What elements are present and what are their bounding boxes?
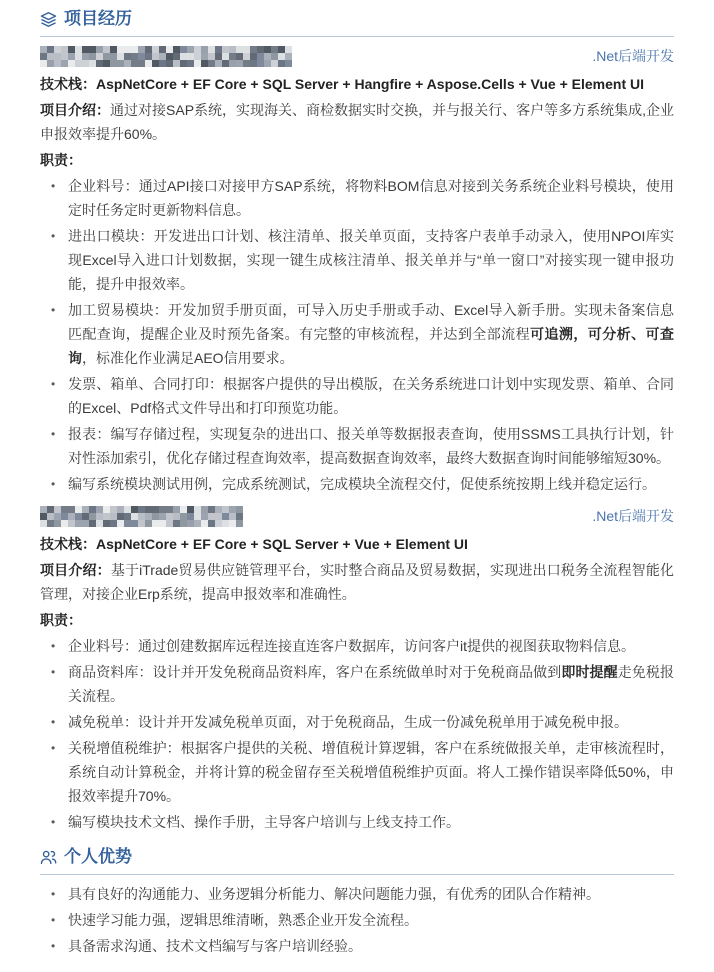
projects-section-header	[40, 8, 674, 37]
duty-item	[40, 224, 674, 296]
bullet-icon: •	[51, 427, 56, 441]
duty-text: 快速学习能力强，逻辑思维清晰，熟悉企业开发全流程。	[68, 912, 418, 928]
duty-text: 企业料号：通过创建数据库远程连接直连客户数据库，访问客户it提供的视图获取物料信息。	[68, 638, 635, 654]
projects-section-title: 项目经历	[64, 9, 132, 28]
company-row	[40, 44, 674, 68]
tech-value: AspNetCore + EF Core + SQL Server + Vue + Element UI	[96, 536, 468, 552]
duty-item	[40, 908, 674, 932]
bullet-icon: •	[51, 665, 56, 679]
strengths-section-header	[40, 846, 674, 875]
duty-item	[40, 174, 674, 222]
duty-item	[40, 810, 674, 834]
duty-item	[40, 736, 674, 808]
project-block	[40, 504, 674, 834]
duty-text: 编写模块技术文档、操作手册，主导客户培训与上线支持工作。	[68, 814, 460, 830]
duty-text: 企业料号：通过API接口对接甲方SAP系统，将物料BOM信息对接到关务系统企业料号模块，使用定时任务定时更新物料信息。	[68, 178, 674, 218]
project-intro-line	[40, 98, 674, 146]
tech-label: 技术栈：	[40, 536, 96, 552]
intro-value: 基于iTrade贸易供应链管理平台，实时整合商品及贸易数据，实现进出口税务全流程智能化管理，对接企业Erp系统，提高申报效率和准确性。	[40, 562, 675, 602]
duties-label: 职责：	[40, 152, 82, 168]
duty-text: 关税增值税维护：根据客户提供的关税、增值税计算逻辑，客户在系统做报关单，走审核流程时，系统自动计算税金，并将计算的税金留存至关税增值税维护页面。将人工操作错误率降低50%，申报效率提升70%。	[68, 740, 674, 804]
duty-list	[40, 634, 674, 834]
company-row	[40, 504, 674, 528]
duty-item	[40, 372, 674, 420]
strengths-list	[40, 882, 674, 958]
strengths-section-title: 个人优势	[64, 847, 132, 866]
duty-text-bold: 可追溯，可分析、可查询	[68, 326, 674, 366]
role-label: .Net后端开发	[592, 508, 674, 524]
duty-text: 发票、箱单、合同打印：根据客户提供的导出模版，在关务系统进口计划中实现发票、箱单、合同的Excel、Pdf格式文件导出和打印预览功能。	[68, 376, 674, 416]
duty-text-bold: 即时提醒	[561, 664, 618, 680]
bullet-icon: •	[51, 715, 56, 729]
bullet-icon: •	[51, 741, 56, 755]
role-label: .Net后端开发	[592, 48, 674, 64]
layers-icon	[40, 11, 57, 28]
projects-container	[40, 44, 674, 834]
duty-text: 商品资料库：设计并开发免税商品资料库，客户在系统做单时对于免税商品做到	[68, 664, 562, 680]
duty-item	[40, 472, 674, 496]
duty-item	[40, 634, 674, 658]
duty-text: 加工贸易模块：开发加贸手册页面，可导入历史手册或手动、Excel导入新手册。实现未备案信息匹配查询，提醒企业及时预先备案。有完整的审核流程，并达到全部流程	[68, 302, 674, 342]
duty-text: 进出口模块：开发进出口计划、核注清单、报关单页面，支持客户表单手动录入，使用NPOI库实现Excel导入进口计划数据，实现一键生成核注清单、报关单并与“单一窗口”对接实现一键申报功能，提升申报效率。	[68, 228, 674, 292]
tech-stack-line	[40, 532, 674, 556]
intro-label: 项目介绍：	[40, 562, 111, 578]
bullet-icon: •	[51, 477, 56, 491]
bullet-icon: •	[51, 939, 56, 953]
project-intro-line	[40, 558, 674, 606]
tech-stack-line	[40, 72, 674, 96]
duty-text: 走免税报关流程。	[68, 664, 675, 704]
duty-item	[40, 882, 674, 906]
company-name-redacted	[40, 506, 243, 527]
bullet-icon: •	[51, 229, 56, 243]
tech-label: 技术栈：	[40, 76, 96, 92]
duty-item	[40, 422, 674, 470]
tech-value: AspNetCore + EF Core + SQL Server + Hangfire + Aspose.Cells + Vue + Element UI	[96, 76, 645, 92]
bullet-icon: •	[51, 815, 56, 829]
duty-list	[40, 174, 674, 496]
bullet-icon: •	[51, 377, 56, 391]
duty-item	[40, 660, 674, 708]
company-name-redacted	[40, 46, 292, 67]
duty-item	[40, 934, 674, 958]
duty-text: ，标准化作业满足AEO信用要求。	[82, 350, 294, 366]
duty-text: 具有良好的沟通能力、业务逻辑分析能力、解决问题能力强，有优秀的团队合作精神。	[68, 886, 600, 902]
duty-item	[40, 298, 674, 370]
duties-label: 职责：	[40, 612, 82, 628]
duty-text: 报表：编写存储过程，实现复杂的进出口、报关单等数据报表查询，使用SSMS工具执行计划，针对性添加索引，优化存储过程查询效率，提高数据查询效率，最终大数据查询时间能够缩短30%。	[68, 426, 674, 466]
bullet-icon: •	[51, 639, 56, 653]
bullet-icon: •	[51, 913, 56, 927]
people-icon	[40, 849, 57, 866]
bullet-icon: •	[51, 887, 56, 901]
duty-text: 具备需求沟通、技术文档编写与客户培训经验。	[68, 938, 362, 954]
intro-label: 项目介绍：	[40, 102, 111, 118]
bullet-icon: •	[51, 303, 56, 317]
intro-value: 通过对接SAP系统，实现海关、商检数据实时交换，并与报关行、客户等多方系统集成,企业申报效率提升60%。	[40, 102, 674, 142]
duty-text: 编写系统模块测试用例，完成系统测试，完成模块全流程交付，促使系统按期上线并稳定运行。	[68, 476, 656, 492]
duty-item	[40, 710, 674, 734]
bullet-icon: •	[51, 179, 56, 193]
duty-text: 减免税单：设计并开发减免税单页面，对于免税商品，生成一份减免税单用于减免税申报。	[68, 714, 628, 730]
project-block	[40, 44, 674, 496]
